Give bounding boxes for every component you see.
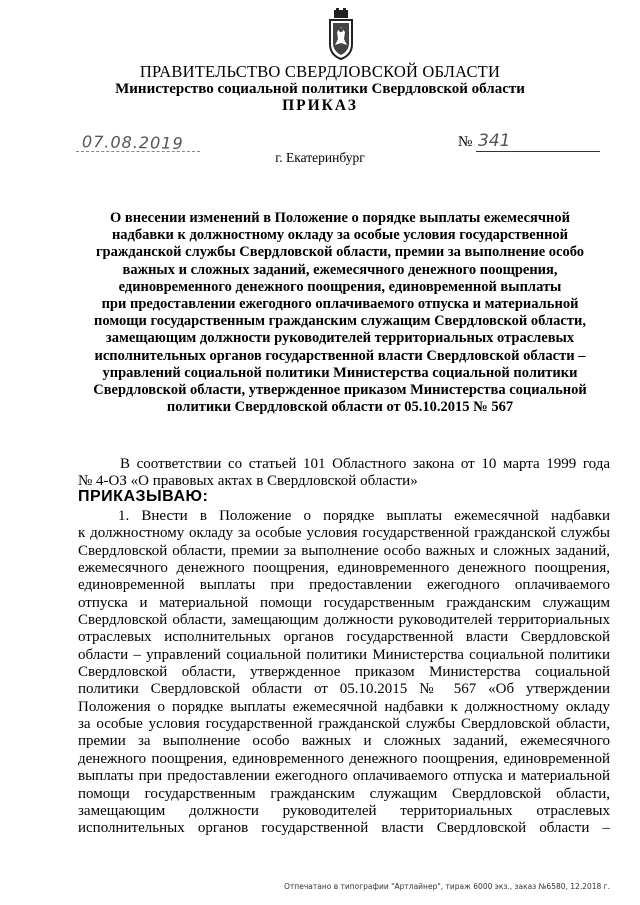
paragraph-line: 1. Внести в Положение о порядке выплаты ежемесячной надбавки xyxy=(118,508,610,524)
paragraph-line: премии за выполнение особо важных и сложных заданий, ежемесячного xyxy=(78,733,610,750)
title-line: политики Свердловской области от 05.10.2015 № 567 xyxy=(166,399,514,416)
paragraph-line: исполнительных органов государственной власти Свердловской области – xyxy=(78,820,610,837)
paragraph-line: ежемесячного денежного поощрения, единовременного денежного поощрения, xyxy=(78,560,610,577)
preamble-paragraph xyxy=(78,456,610,490)
title-line: замещающим должности руководителей территориальных отраслевых xyxy=(105,330,575,347)
title-line: Свердловской области, утвержденное приказом Министерства социальной xyxy=(93,382,587,399)
title-line: важных и сложных заданий, ежемесячного денежного поощрения, xyxy=(122,261,558,278)
city: г. Екатеринбург xyxy=(275,150,365,165)
paragraph-line: денежного поощрения, единовременного денежного поощрения, единовременной xyxy=(78,750,610,767)
paragraph-line: Положения о порядке выплаты ежемесячной надбавки к должностному окладу xyxy=(78,698,610,715)
title-line: при предоставлении ежегодного оплачиваемого отпуска и материальной xyxy=(101,296,579,313)
paragraph-line: выплаты при предоставлении ежегодного оплачиваемого отпуска и материальной xyxy=(78,768,610,785)
item-1-paragraph xyxy=(78,508,610,838)
paragraph-line: к должностному окладу за особые условия государственной гражданской службы xyxy=(78,525,610,542)
paragraph-line: отпуска и материальной помощи государственным гражданским служащим xyxy=(78,594,610,611)
title-line: гражданской службы Свердловской области, премии за выполнение особо xyxy=(95,244,585,261)
title-line: О внесении изменений в Положение о порядке выплаты ежемесячной xyxy=(109,210,570,226)
paragraph-line: Свердловской области, премии за выполнение особо важных и сложных заданий, xyxy=(78,542,610,559)
paragraph-line: замещающим должности руководителей территориальных отраслевых xyxy=(78,802,610,819)
preamble-line: В соответствии со статьей 101 Областного закона от 10 марта 1999 года xyxy=(120,456,610,472)
paragraph-line: единовременной выплаты при предоставлении ежегодного оплачиваемого xyxy=(78,577,610,594)
ministry-name: Министерство социальной политики Свердловской области xyxy=(115,81,525,97)
number-label: № xyxy=(458,134,473,150)
title-line: исполнительных органов государственной власти Свердловской области – xyxy=(94,347,586,364)
paragraph-line: за особые условия государственной гражданской службы Свердловской области, xyxy=(78,716,610,733)
printing-footer-note: Отпечатано в типографии "Артлайнер", тираж 6000 экз., заказ №6580, 12.2018 г. xyxy=(284,882,610,891)
document-title xyxy=(80,210,600,416)
document-type: ПРИКАЗ xyxy=(282,97,358,114)
paragraph-line: Свердловской области, утвержденное приказом Министерства социальной xyxy=(78,664,610,681)
handwritten-number: 341 xyxy=(478,131,511,151)
coat-of-arms-emblem-icon xyxy=(327,8,355,60)
government-name: ПРАВИТЕЛЬСТВО СВЕРДЛОВСКОЙ ОБЛАСТИ xyxy=(139,62,501,81)
paragraph-line: области – управлений социальной политики Министерства социальной политики xyxy=(78,646,610,663)
title-line: надбавки к должностному окладу за особые условия государственной xyxy=(111,227,569,244)
title-line: помощи государственным гражданским служащим Свердловской области, xyxy=(94,313,586,330)
paragraph-line: политики Свердловской области от 05.10.2015 № 567 «Об утверждении xyxy=(78,681,610,698)
preamble-line: № 4-ОЗ «О правовых актах в Свердловской области» xyxy=(78,473,418,490)
handwritten-date: 07.08.2019 xyxy=(81,132,184,153)
paragraph-line: отраслевых исполнительных органов государственной власти Свердловской xyxy=(78,629,610,646)
paragraph-line: помощи государственным гражданским служащим Свердловской области, xyxy=(78,785,610,802)
title-line: управлений социальной политики Министерства социальной политики xyxy=(102,364,578,381)
paragraph-line: Свердловской области, замещающим должности руководителей территориальных xyxy=(78,612,610,629)
order-command: ПРИКАЗЫВАЮ: xyxy=(78,488,209,505)
title-line: единовременного денежного поощрения, единовременной выплаты xyxy=(118,278,562,295)
